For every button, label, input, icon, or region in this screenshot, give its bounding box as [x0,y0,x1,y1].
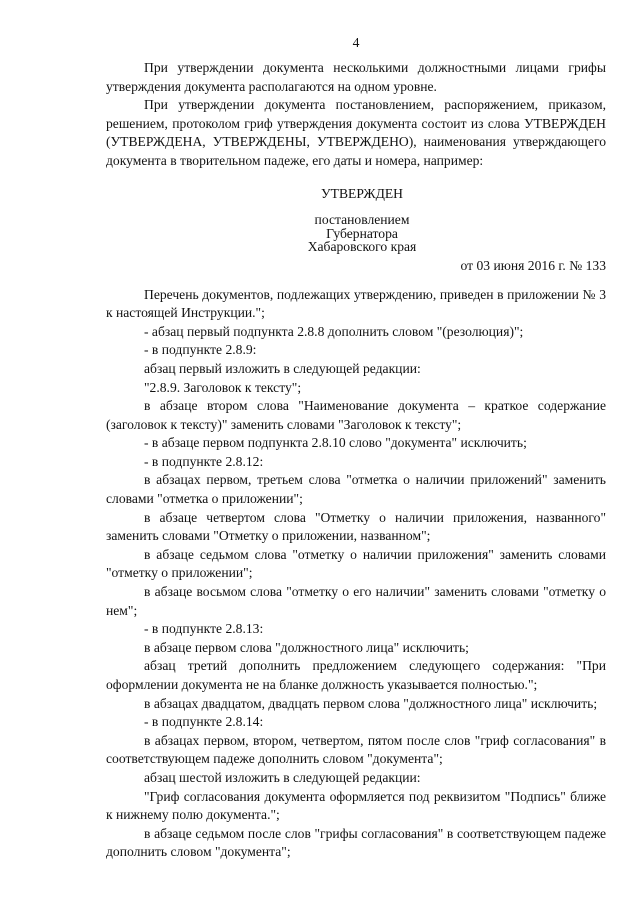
paragraph: в абзацах двадцатом, двадцать первом слова "должностного лица" исключить; [144,695,598,711]
paragraph: в абзаце седьмом слова "отметку о наличии приложения" заменить словами "отметку о приложении"; [106,546,606,581]
paragraph: в абзаце первом слова "должностного лица" исключить; [144,639,469,655]
paragraph: абзац третий дополнить предложением следующего содержания: "При оформлении документа не на бланке должность указывается полностью."; [106,658,606,692]
paragraph: "2.8.9. Заголовок к тексту"; [144,379,302,395]
stamp-title: УТВЕРЖДЕН [321,185,403,201]
paragraph: в абзацах первом, втором, четвертом, пятом после слов "гриф согласования" в соответствующем падеже дополнить словом "документа"; [106,732,606,767]
paragraph: абзац шестой изложить в следующей редакции: [144,769,421,785]
paragraph: - в абзаце первом подпункта 2.8.10 слово "документа" исключить; [144,435,527,451]
paragraph: "Гриф согласования документа оформляется под реквизитом "Подпись" ближе к нижнему полю документа."; [106,788,606,823]
paragraph: в абзацах первом, третьем слова "отметка о наличии приложений" заменить словами "отметка о приложении"; [106,472,606,507]
paragraph: - абзац первый подпункта 2.8.8 дополнить словом "(резолюция)"; [144,323,524,339]
paragraph: абзац первый изложить в следующей редакции: [144,360,421,376]
paragraph: - в подпункте 2.8.13: [144,621,264,637]
stamp-line: Губернатора [326,225,398,241]
paragraph: - в подпункте 2.8.12: [144,453,264,469]
stamp-line: постановлением [314,212,410,228]
page-number: 4 [352,35,360,50]
paragraph: в абзаце седьмом после слов "грифы согласования" в соответствующем падеже дополнить словом "документа"; [106,825,606,860]
stamp-date: от 03 июня 2016 г. № 133 [460,257,606,273]
document-body [106,59,606,862]
stamp-line: Хабаровского края [307,239,417,255]
paragraph: в абзаце четвертом слова "Отметку о наличии приложения, названного" заменить словами "Отметку о приложении, названном"; [106,509,606,544]
approval-stamp [106,185,606,276]
paragraph: в абзаце восьмом слова "отметку о его наличии" заменить словами "отметку о нем"; [106,584,606,618]
paragraph: При утверждении документа несколькими должностными лицами грифы утверждения документа располагаются на одном уровне. [106,60,606,94]
paragraph: Перечень документов, подлежащих утверждению, приведен в приложении № 3 к настоящей Инструкции."; [106,286,606,321]
paragraph: - в подпункте 2.8.14: [144,714,264,730]
paragraph: При утверждении документа постановлением, распоряжением, приказом, решением, протоколом гриф утверждения документа состоит из слова УТВЕРЖДЕН (УТВЕРЖДЕНА, УТВЕРЖДЕНЫ, УТВЕРЖДЕНО), наименования утверждающего документа в творительном падеже, его даты и номера, например: [106,97,606,168]
paragraph: - в подпункте 2.8.9: [144,342,257,358]
paragraph: в абзаце втором слова "Наименование документа – краткое содержание (заголовок к тексту)" заменить словами "Заголовок к тексту"; [106,398,606,432]
